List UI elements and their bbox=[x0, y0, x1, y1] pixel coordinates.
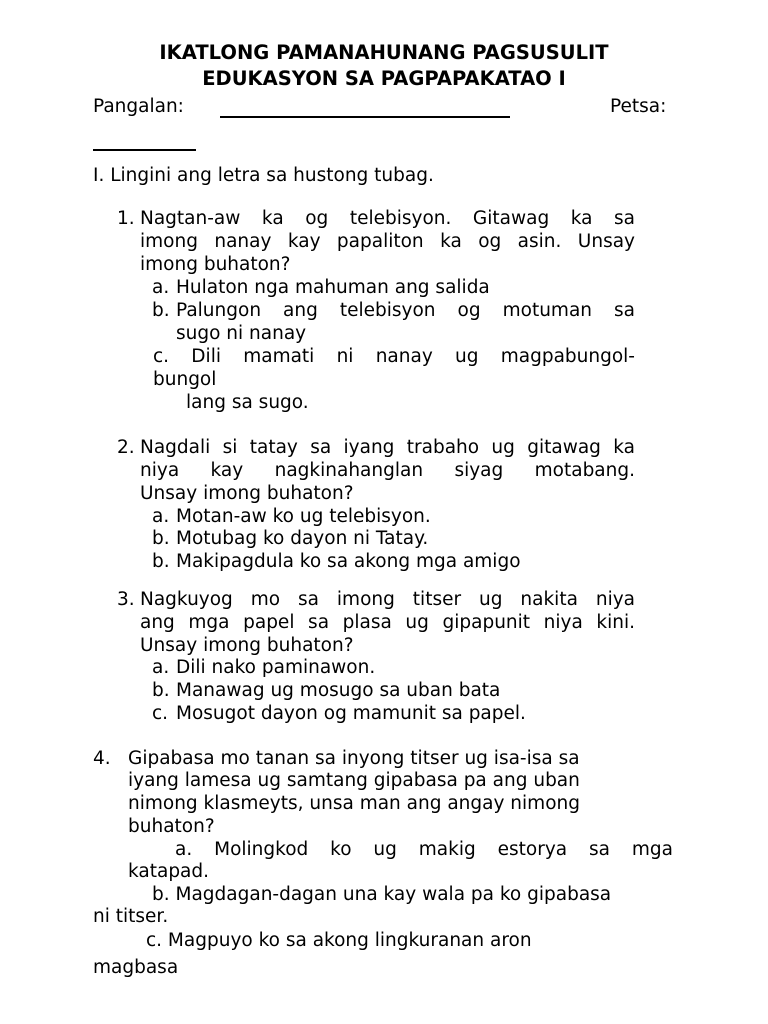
choice-b[interactable]: b. Magdagan-dagan una kay wala pa ko gipabasa bbox=[152, 884, 612, 905]
choice-c[interactable]: Makipagdula ko sa akong mga amigo bbox=[176, 551, 521, 572]
choice-a[interactable]: Motan-aw ko ug telebisyon. bbox=[176, 506, 431, 527]
question-text: Nagdali si tatay sa iyang trabaho ug gitawag ka bbox=[140, 437, 635, 458]
choice-b-continued: ni titser. bbox=[93, 906, 169, 927]
choice-b-continued: sugo ni nanay bbox=[176, 323, 307, 344]
question-text: Nagtan-aw ka og telebisyon. Gitawag ka sa bbox=[140, 208, 635, 229]
question-text: ang mga papel sa plasa ug gipapunit niya kini. bbox=[140, 612, 635, 633]
choice-letter: a. bbox=[152, 506, 170, 527]
choice-b[interactable]: Motubag ko dayon ni Tatay. bbox=[176, 528, 429, 549]
question-number: 2. bbox=[117, 437, 135, 458]
choice-c-continued: bungol bbox=[153, 369, 217, 390]
date-label: Petsa: bbox=[610, 96, 667, 117]
choice-letter: b. bbox=[152, 680, 170, 701]
choice-a[interactable]: a. Molingkod ko ug makig estorya sa mga bbox=[175, 839, 673, 860]
question-number: 4. bbox=[93, 748, 111, 769]
exam-title: IKATLONG PAMANAHUNANG PAGSUSULIT bbox=[159, 41, 609, 64]
choice-c-continued: magbasa bbox=[93, 957, 179, 978]
question-number: 1. bbox=[117, 208, 135, 229]
date-blank-line[interactable] bbox=[93, 149, 196, 151]
choice-c[interactable]: c. Dili mamati ni nanay ug magpabungol- bbox=[153, 346, 635, 367]
choice-a[interactable]: Hulaton nga mahuman ang salida bbox=[176, 277, 490, 298]
question-number: 3. bbox=[117, 589, 135, 610]
question-text: Gipabasa mo tanan sa inyong titser ug isa-isa sa bbox=[128, 748, 580, 769]
name-label: Pangalan: bbox=[93, 96, 184, 117]
choice-b[interactable]: Palungon ang telebisyon og motuman sa bbox=[176, 300, 635, 321]
question-text: imong buhaton? bbox=[140, 254, 291, 275]
choice-letter: b. bbox=[152, 551, 170, 572]
choice-c[interactable]: Mosugot dayon og mamunit sa papel. bbox=[176, 703, 526, 724]
question-text: niya kay nagkinahanglan siyag motabang. bbox=[140, 460, 635, 481]
instruction: I. Lingini ang letra sa hustong tubag. bbox=[93, 165, 434, 186]
choice-letter: b. bbox=[152, 300, 170, 321]
choice-letter: a. bbox=[152, 657, 170, 678]
choice-a[interactable]: Dili nako paminawon. bbox=[176, 657, 376, 678]
question-text: Unsay imong buhaton? bbox=[140, 483, 354, 504]
question-text: nimong klasmeyts, unsa man ang angay nimong bbox=[128, 793, 580, 814]
question-text: imong nanay kay papaliton ka og asin. Unsay bbox=[140, 231, 635, 252]
choice-letter: c. bbox=[152, 703, 169, 724]
question-text: Unsay imong buhaton? bbox=[140, 635, 354, 656]
name-blank-line[interactable] bbox=[220, 116, 510, 118]
choice-b[interactable]: Manawag ug mosugo sa uban bata bbox=[176, 680, 501, 701]
question-text: Nagkuyog mo sa imong titser ug nakita niya bbox=[140, 589, 635, 610]
question-text: iyang lamesa ug samtang gipabasa pa ang uban bbox=[128, 770, 580, 791]
choice-letter: a. bbox=[152, 277, 170, 298]
question-text: buhaton? bbox=[128, 816, 215, 837]
choice-c[interactable]: c. Magpuyo ko sa akong lingkuranan aron bbox=[146, 930, 532, 951]
choice-letter: b. bbox=[152, 528, 170, 549]
choice-c-continued: lang sa sugo. bbox=[186, 392, 309, 413]
subject-title: EDUKASYON SA PAGPAPAKATAO I bbox=[202, 67, 566, 90]
choice-a-continued: katapad. bbox=[128, 861, 210, 882]
